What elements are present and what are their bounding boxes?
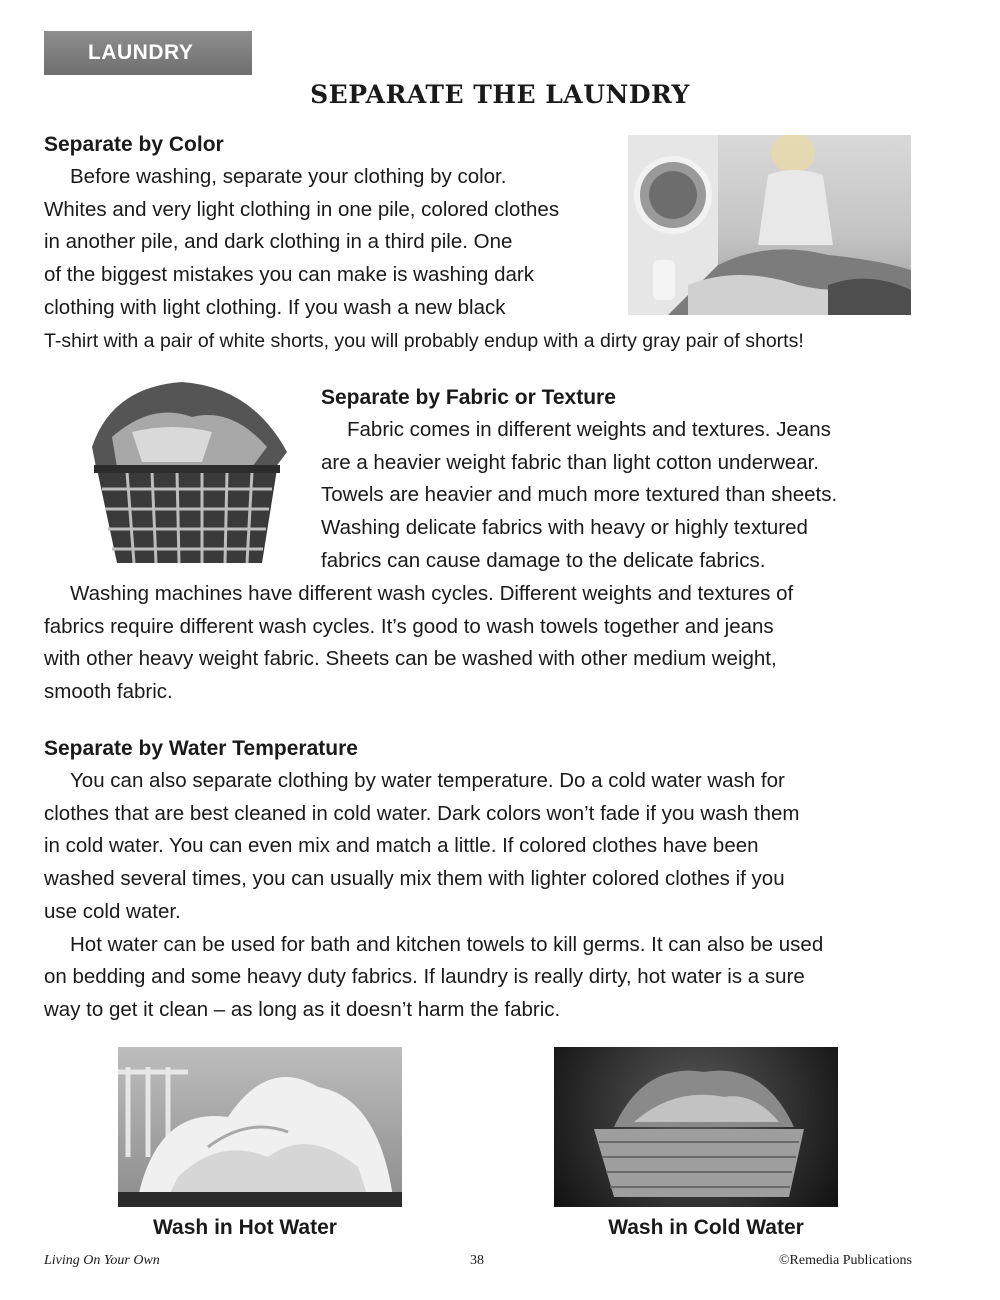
text-line: washed several times, you can usually mix them with lighter colored clothes if you xyxy=(44,867,785,891)
text-line: Washing delicate fabrics with heavy or highly textured xyxy=(321,516,808,540)
paragraph-wash-cycles xyxy=(44,578,793,709)
footer-book-title: Living On Your Own xyxy=(44,1253,160,1268)
laundry-basket-illustration xyxy=(72,377,300,567)
cold-water-photo xyxy=(554,1047,838,1207)
section-badge: LAUNDRY xyxy=(44,31,252,75)
paragraph-fabric xyxy=(321,414,837,578)
text-line: way to get it clean – as long as it doesn’t harm the fabric. xyxy=(44,997,561,1021)
text-line: in cold water. You can even mix and match a little. If colored clothes have been xyxy=(44,834,759,858)
white-laundry-illustration xyxy=(118,1047,402,1207)
text-line: Washing machines have different wash cycles. Different weights and textures of xyxy=(70,582,794,605)
text-line: Before washing, separate your clothing by color. xyxy=(70,165,507,188)
text-line: clothes that are best cleaned in cold water. Dark colors won’t fade if you wash them xyxy=(44,801,800,825)
dark-laundry-illustration xyxy=(554,1047,838,1207)
text-line: T-shirt with a pair of white shorts, you will probably endup with a dirty gray pair of shorts! xyxy=(44,329,804,352)
footer-page-number: 38 xyxy=(470,1253,484,1268)
footer-publisher: ©Remedia Publications xyxy=(778,1253,912,1268)
caption-hot-water: Wash in Hot Water xyxy=(153,1216,337,1239)
laundry-basket-photo xyxy=(72,377,300,567)
text-line: are a heavier weight fabric than light cotton underwear. xyxy=(321,450,819,474)
text-line: on bedding and some heavy duty fabrics. If laundry is really dirty, hot water is a sure xyxy=(44,965,805,989)
text-line: Fabric comes in different weights and textures. Jeans xyxy=(347,418,831,441)
text-line: use cold water. xyxy=(44,899,181,923)
text-line: clothing with light clothing. If you wash a new black xyxy=(44,295,506,319)
paragraph-temperature xyxy=(44,765,823,1027)
heading-color: Separate by Color xyxy=(44,133,224,156)
text-line: Towels are heavier and much more textured than sheets. xyxy=(321,483,838,507)
page-title: SEPARATE THE LAUNDRY xyxy=(310,80,690,109)
hot-water-photo xyxy=(118,1047,402,1207)
text-line: Whites and very light clothing in one pile, colored clothes xyxy=(44,197,560,221)
text-line: Hot water can be used for bath and kitchen towels to kill germs. It can also be used xyxy=(70,932,824,956)
woman-laundry-illustration xyxy=(628,135,911,315)
woman-laundry-photo xyxy=(628,135,911,315)
text-line: in another pile, and dark clothing in a third pile. One xyxy=(44,230,513,254)
heading-fabric: Separate by Fabric or Texture xyxy=(321,386,616,409)
text-line: with other heavy weight fabric. Sheets can be washed with other medium weight, xyxy=(44,647,777,671)
text-line: fabrics can cause damage to the delicate fabrics. xyxy=(321,548,766,572)
text-line: smooth fabric. xyxy=(44,680,173,704)
caption-cold-water: Wash in Cold Water xyxy=(608,1216,804,1239)
heading-temperature: Separate by Water Temperature xyxy=(44,737,358,760)
text-line: of the biggest mistakes you can make is washing dark xyxy=(44,263,534,287)
text-line: fabrics require different wash cycles. It’s good to wash towels together and jeans xyxy=(44,614,774,638)
text-line: You can also separate clothing by water temperature. Do a cold water wash for xyxy=(70,769,785,792)
